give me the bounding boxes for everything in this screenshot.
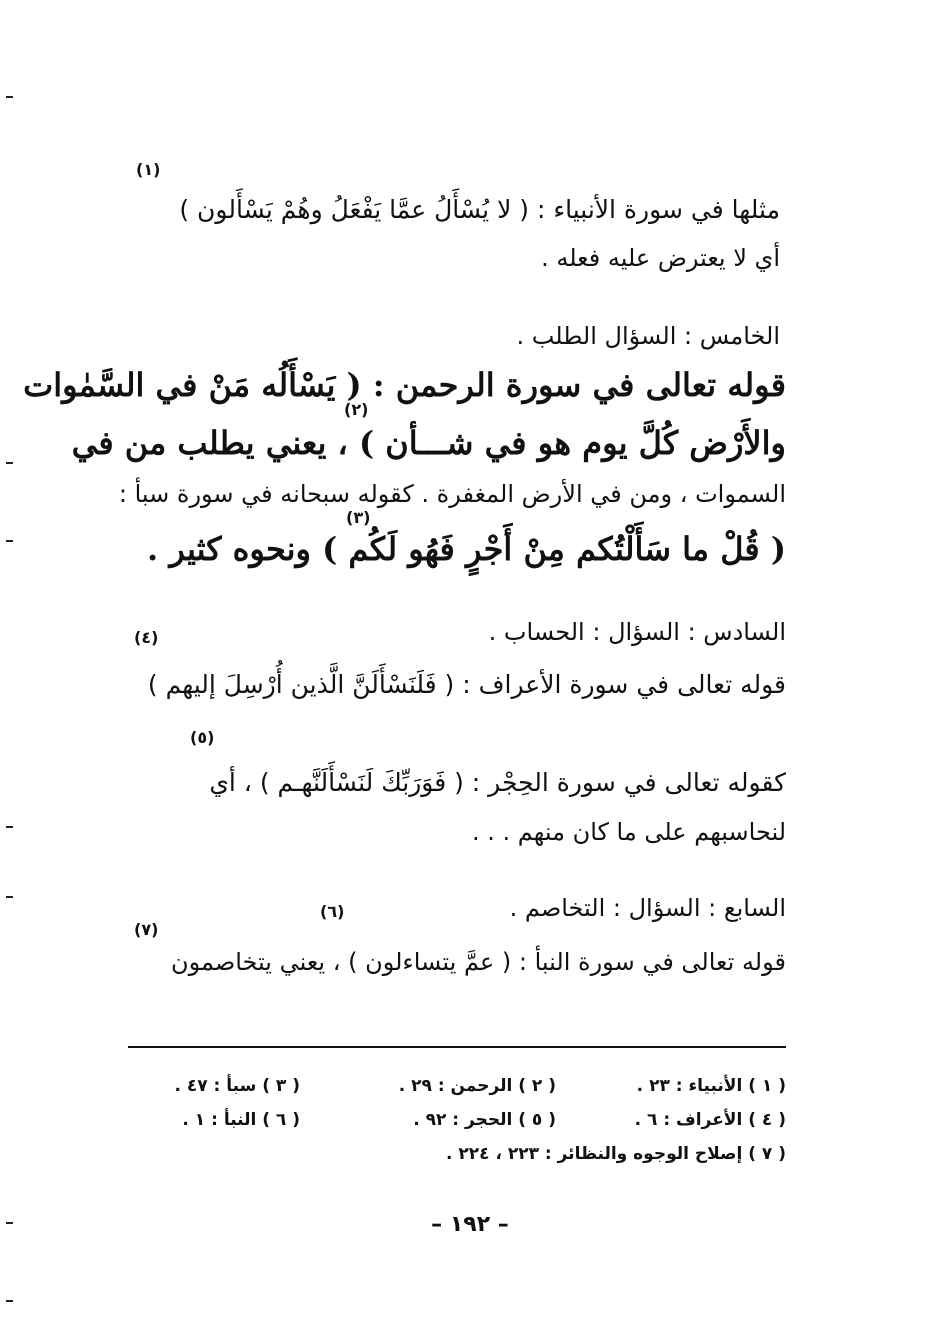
margin-tick — [6, 896, 13, 898]
text-line-5: والأَرْض كُلَّ يوم هو في شـــأن ) ، يعني يطلب من في — [71, 424, 786, 462]
section-heading-6: السادس : السؤال : الحساب . — [488, 618, 786, 646]
text-line-6: السموات ، ومن في الأرض المغفرة . كقوله سبحانه في سورة سبأ : — [118, 480, 786, 508]
footnote-1: ( ١ ) الأنبياء : ٢٣ . — [636, 1076, 786, 1096]
text-line-1: مثلها في سورة الأنبياء : ( لا يُسْأَلُ عمَّا يَفْعَلُ وهُمْ يَسْأَلون ) — [179, 195, 780, 224]
footnote-4: ( ٤ ) الأعراف : ٦ . — [634, 1110, 786, 1130]
text-line-10: كقوله تعالى في سورة الحِجْر : ( فَوَرَبِّكَ لَنَسْأَلَنَّهـم ) ، أي — [209, 768, 786, 797]
footnote-marker-3: (٣) — [346, 508, 371, 527]
section-heading-7: السابع : السؤال : التخاصم . — [509, 894, 786, 922]
footnote-3: ( ٣ ) سبأ : ٤٧ . — [174, 1076, 300, 1096]
text-line-11: لنحاسبهم على ما كان منهم . . . — [472, 818, 786, 846]
footnote-marker-5: (٥) — [190, 728, 215, 747]
text-line-4: قوله تعالى في سورة الرحمن : ( يَسْأَلُه مَنْ في السَّمٰوات — [23, 366, 786, 404]
margin-tick — [6, 1300, 13, 1302]
footnote-marker-4: (٤) — [134, 628, 159, 647]
margin-tick — [6, 462, 13, 464]
text-line-13: قوله تعالى في سورة النبأ : ( عمَّ يتساءلون ) ، يعني يتخاصمون — [170, 948, 786, 976]
text-line-9: قوله تعالى في سورة الأعراف : ( فَلَنَسْأَلَنَّ الَّذين أُرْسِلَ إليهم ) — [147, 670, 786, 699]
margin-tick — [6, 826, 13, 828]
footnote-marker-2: (٢) — [344, 400, 369, 419]
text-line-7: ( قُلْ ما سَأَلْتُكم مِنْ أَجْرٍ فَهُو لَكُم ) ونحوه كثير . — [147, 530, 786, 568]
footnote-5: ( ٥ ) الحجر : ٩٢ . — [413, 1110, 556, 1130]
text-line-2: أي لا يعترض عليه فعله . — [541, 244, 780, 272]
footnote-7: ( ٧ ) إصلاح الوجوه والنظائر : ٢٢٣ ، ٢٢٤ . — [446, 1144, 786, 1164]
footnote-marker-1: (١) — [136, 160, 161, 179]
footnote-marker-6: (٦) — [320, 902, 345, 921]
page-number: – ١٩٢ – — [431, 1212, 509, 1237]
margin-tick — [6, 540, 13, 542]
footnote-6: ( ٦ ) النبأ : ١ . — [182, 1110, 300, 1130]
footnote-marker-7: (٧) — [134, 920, 159, 939]
footnote-2: ( ٢ ) الرحمن : ٢٩ . — [398, 1076, 556, 1096]
footnote-divider — [128, 1046, 786, 1048]
section-heading-5: الخامس : السؤال الطلب . — [516, 322, 780, 350]
margin-tick — [6, 96, 13, 98]
